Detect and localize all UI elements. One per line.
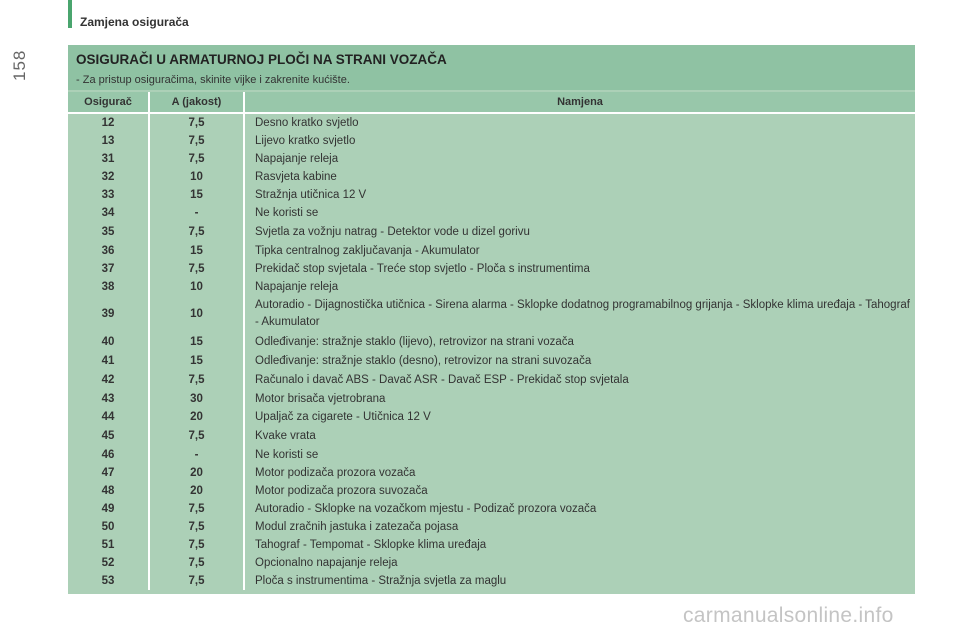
fuse-number: 32 xyxy=(68,168,150,186)
fuse-amperage: 7,5 xyxy=(150,132,245,150)
fuse-purpose: Lijevo kratko svjetlo xyxy=(255,134,356,147)
fuse-purpose: Stražnja utičnica 12 V xyxy=(255,188,367,201)
fuse-purpose: Ploča s instrumentima - Stražnja svjetla za maglu xyxy=(255,574,507,587)
fuse-amperage: 10 xyxy=(150,278,245,296)
table-row xyxy=(68,222,915,242)
table-row xyxy=(68,352,915,370)
table-header xyxy=(68,92,915,112)
table-row xyxy=(68,426,915,446)
panel-subtitle: - Za pristup osiguračima, skinite vijke i zakrenite kućište. xyxy=(76,74,350,86)
fuse-purpose: Motor brisača vjetrobrana xyxy=(255,392,386,405)
fuse-number: 33 xyxy=(68,186,150,204)
table-row xyxy=(68,408,915,426)
fuse-amperage: 10 xyxy=(150,168,245,186)
fuse-table-body xyxy=(68,114,915,590)
table-row xyxy=(68,446,915,464)
fuse-amperage: 20 xyxy=(150,408,245,426)
fuse-purpose: Opcionalno napajanje releja xyxy=(255,556,398,569)
table-row xyxy=(68,572,915,590)
fuse-purpose: Tahograf - Tempomat - Sklopke klima uređaja xyxy=(255,538,487,551)
fuse-number: 39 xyxy=(68,296,150,332)
fuse-amperage: 20 xyxy=(150,482,245,500)
fuse-number: 46 xyxy=(68,446,150,464)
page-number: 158 xyxy=(10,49,29,81)
table-row xyxy=(68,536,915,554)
fuse-amperage: 7,5 xyxy=(150,518,245,536)
panel-header xyxy=(68,45,915,90)
panel-title: OSIGURAČI U ARMATURNOJ PLOČI NA STRANI VOZAČA xyxy=(76,52,447,67)
fuse-purpose: Ne koristi se xyxy=(255,448,319,461)
fuse-number: 35 xyxy=(68,222,150,242)
fuse-amperage: 7,5 xyxy=(150,426,245,446)
fuse-amperage: 7,5 xyxy=(150,536,245,554)
fuse-number: 48 xyxy=(68,482,150,500)
fuse-number: 31 xyxy=(68,150,150,168)
fuse-purpose: Autoradio - Sklopke na vozačkom mjestu - Podizač prozora vozača xyxy=(255,502,597,515)
table-row xyxy=(68,242,915,260)
fuse-number: 34 xyxy=(68,204,150,222)
fuse-number: 13 xyxy=(68,132,150,150)
fuse-purpose: Tipka centralnog zaključavanja - Akumulator xyxy=(255,244,480,257)
fuse-purpose: Odleđivanje: stražnje staklo (lijevo), retrovizor na strani vozača xyxy=(255,335,574,348)
fuse-amperage: 7,5 xyxy=(150,500,245,518)
fuse-number: 52 xyxy=(68,554,150,572)
fuse-number: 45 xyxy=(68,426,150,446)
table-row xyxy=(68,278,915,296)
fuse-amperage: 7,5 xyxy=(150,260,245,278)
fuse-purpose: Prekidač stop svjetala - Treće stop svjetlo - Ploča s instrumentima xyxy=(255,262,590,275)
fuse-purpose: Odleđivanje: stražnje staklo (desno), retrovizor na strani suvozača xyxy=(255,354,592,367)
fuse-number: 41 xyxy=(68,352,150,370)
fuse-purpose: Napajanje releja xyxy=(255,280,339,293)
fuse-number: 50 xyxy=(68,518,150,536)
fuse-number: 43 xyxy=(68,390,150,408)
section-accent-bar xyxy=(68,0,72,28)
fuse-purpose: Modul zračnih jastuka i zatezača pojasa xyxy=(255,520,459,533)
header-amperage: A (jakost) xyxy=(150,92,245,112)
fuse-number: 53 xyxy=(68,572,150,590)
fuse-amperage: 20 xyxy=(150,464,245,482)
table-row xyxy=(68,168,915,186)
fuse-amperage: 7,5 xyxy=(150,114,245,132)
fuse-panel xyxy=(68,45,915,594)
fuse-purpose: Napajanje releja xyxy=(255,152,339,165)
fuse-amperage: 15 xyxy=(150,352,245,370)
fuse-amperage: 15 xyxy=(150,186,245,204)
table-row xyxy=(68,114,915,132)
fuse-number: 38 xyxy=(68,278,150,296)
table-row xyxy=(68,186,915,204)
fuse-purpose: Svjetla za vožnju natrag - Detektor vode u dizel gorivu xyxy=(255,225,530,238)
watermark: carmanualsonline.info xyxy=(683,604,894,627)
fuse-number: 42 xyxy=(68,370,150,390)
fuse-amperage: 7,5 xyxy=(150,572,245,590)
table-row xyxy=(68,554,915,572)
fuse-purpose: Ne koristi se xyxy=(255,206,319,219)
fuse-amperage: 15 xyxy=(150,332,245,352)
table-row xyxy=(68,518,915,536)
fuse-purpose: Kvake vrata xyxy=(255,429,316,442)
table-row xyxy=(68,464,915,482)
table-row xyxy=(68,132,915,150)
fuse-number: 40 xyxy=(68,332,150,352)
fuse-number: 44 xyxy=(68,408,150,426)
fuse-number: 36 xyxy=(68,242,150,260)
table-row xyxy=(68,332,915,352)
fuse-purpose: Motor podizača prozora suvozača xyxy=(255,484,428,497)
table-row xyxy=(68,260,915,278)
fuse-amperage: 10 xyxy=(150,296,245,332)
table-row xyxy=(68,390,915,408)
table-row xyxy=(68,482,915,500)
header-fuse: Osigurač xyxy=(68,92,150,112)
fuse-purpose: Rasvjeta kabine xyxy=(255,170,337,183)
fuse-number: 51 xyxy=(68,536,150,554)
fuse-number: 47 xyxy=(68,464,150,482)
fuse-amperage: 7,5 xyxy=(150,150,245,168)
fuse-purpose: Autoradio - Dijagnostička utičnica - Sirena alarma - Sklopke dodatnog programabilnog grijanja - Sklopke klima uređaja - Tahograf - Akumulator xyxy=(255,299,910,328)
fuse-number: 49 xyxy=(68,500,150,518)
fuse-amperage: - xyxy=(150,204,245,222)
fuse-amperage: 30 xyxy=(150,390,245,408)
fuse-amperage: 7,5 xyxy=(150,222,245,242)
table-row xyxy=(68,204,915,222)
fuse-number: 12 xyxy=(68,114,150,132)
fuse-amperage: 15 xyxy=(150,242,245,260)
fuse-amperage: 7,5 xyxy=(150,370,245,390)
section-title: Zamjena osigurača xyxy=(80,15,189,29)
fuse-purpose: Računalo i davač ABS - Davač ASR - Davač ESP - Prekidač stop svjetala xyxy=(255,373,629,386)
table-row xyxy=(68,150,915,168)
header-purpose: Namjena xyxy=(245,92,915,112)
fuse-purpose: Upaljač za cigarete - Utičnica 12 V xyxy=(255,410,431,423)
table-row xyxy=(68,500,915,518)
fuse-purpose: Desno kratko svjetlo xyxy=(255,116,359,129)
fuse-amperage: - xyxy=(150,446,245,464)
fuse-number: 37 xyxy=(68,260,150,278)
table-row xyxy=(68,370,915,390)
fuse-amperage: 7,5 xyxy=(150,554,245,572)
fuse-purpose: Motor podizača prozora vozača xyxy=(255,466,416,479)
table-row xyxy=(68,296,915,332)
